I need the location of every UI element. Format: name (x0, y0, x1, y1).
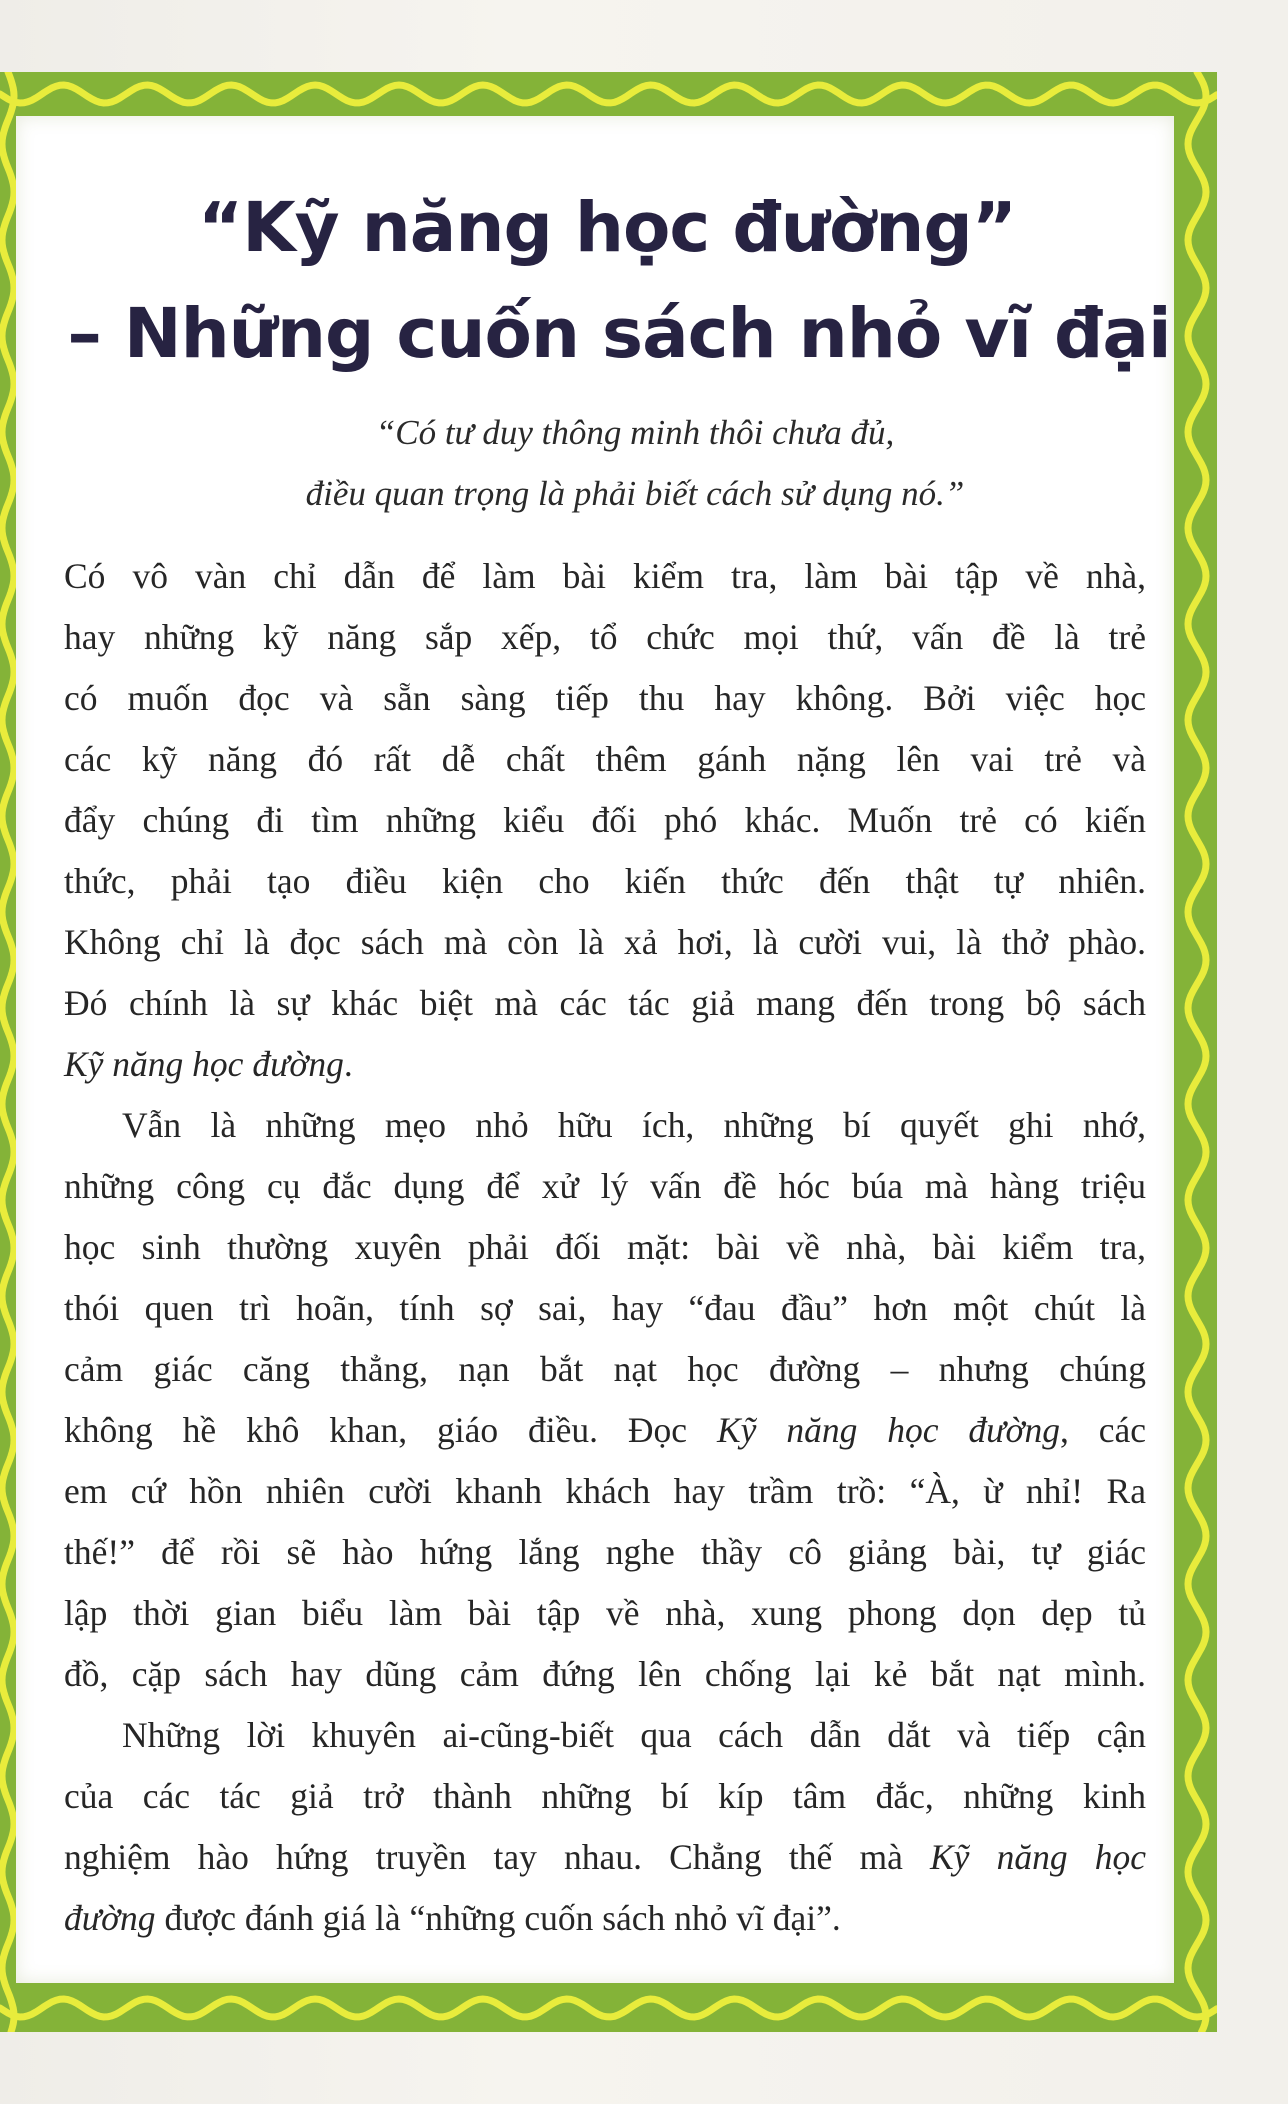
book-title-italic: Kỹ năng học (929, 1837, 1146, 1877)
paragraph-1-line-3: có muốn đọc và sẵn sàng tiếp thu hay không. Bởi việc học (64, 678, 1146, 718)
book-title-italic: Kỹ năng học đường (64, 1044, 344, 1084)
paragraph-1-line-2: hay những kỹ năng sắp xếp, tổ chức mọi thứ, vấn đề là trẻ (64, 617, 1146, 657)
paragraph-1-line-4: các kỹ năng đó rất dễ chất thêm gánh nặng lên vai trẻ và (64, 739, 1146, 779)
decorative-frame (0, 72, 1217, 2032)
paragraph-2-line-3: học sinh thường xuyên phải đối mặt: bài về nhà, bài kiểm tra, (64, 1227, 1146, 1267)
text-panel (16, 116, 1174, 1983)
paragraph-1-line-1: Có vô vàn chỉ dẫn để làm bài kiểm tra, làm bài tập về nhà, (64, 556, 1146, 596)
paragraph-2-line-10: đồ, cặp sách hay dũng cảm đứng lên chống lại kẻ bắt nạt mình. (64, 1654, 1146, 1694)
paragraph-2-line-7: em cứ hồn nhiên cười khanh khách hay trầm trồ: “À, ừ nhỉ! Ra (64, 1471, 1146, 1511)
paragraph-2-line-9: lập thời gian biểu làm bài tập về nhà, xung phong dọn dẹp tủ (64, 1593, 1146, 1633)
paragraph-2-line-6 (64, 1400, 1146, 1461)
paragraph-1-line-6: thức, phải tạo điều kiện cho kiến thức đến thật tự nhiên. (64, 861, 1146, 901)
wave-stroke-0 (0, 85, 1217, 103)
paragraph-2-line-8: thế!” để rồi sẽ hào hứng lắng nghe thầy cô giảng bài, tự giác (64, 1532, 1146, 1572)
paragraph-1-line-5: đẩy chúng đi tìm những kiểu đối phó khác. Muốn trẻ có kiến (64, 800, 1146, 840)
wave-stroke-1 (0, 1999, 1217, 2017)
paragraph-2-line-5: cảm giác căng thẳng, nạn bắt nạt học đường – nhưng chúng (64, 1349, 1146, 1389)
paragraph-2-line-6-before: không hề khô khan, giáo điều. Đọc (64, 1410, 717, 1450)
paragraph-3-line-2: của các tác giả trở thành những bí kíp tâm đắc, những kinh (64, 1776, 1146, 1816)
paragraph-2-line-1: Vẫn là những mẹo nhỏ hữu ích, những bí quyết ghi nhớ, (122, 1105, 1146, 1145)
paragraph-3-line-4 (64, 1888, 1146, 1949)
wave-stroke-2 (2, 72, 14, 2032)
paragraph-3-line-3-before: nghiệm hào hứng truyền tay nhau. Chẳng thế mà (64, 1837, 930, 1877)
epigraph-line-2: điều quan trọng là phải biết cách sử dụng nó.” (305, 474, 965, 513)
epigraph-line-1: “Có tư duy thông minh thôi chưa đủ, (375, 413, 895, 452)
paragraph-3-line-3 (64, 1827, 1146, 1888)
paragraph-1-line-7: Không chỉ là đọc sách mà còn là xả hơi, là cười vui, là thở phào. (64, 922, 1146, 962)
paragraph-2-line-6-after: , các (1059, 1410, 1147, 1450)
paragraph-1-line-9 (64, 1034, 1146, 1095)
body-text (64, 546, 1146, 1949)
title-line-2: – Những cuốn sách nhỏ vĩ đại (67, 294, 1171, 374)
paragraph-2-line-4: thói quen trì hoãn, tính sợ sai, hay “đau đầu” hơn một chút là (64, 1288, 1146, 1328)
paragraph-3-line-1: Những lời khuyên ai-cũng-biết qua cách dẫn dắt và tiếp cận (122, 1715, 1146, 1755)
paragraph-3-line-4-after: được đánh giá là “những cuốn sách nhỏ vĩ đại”. (155, 1898, 841, 1938)
paragraph-2-line-2: những công cụ đắc dụng để xử lý vấn đề hóc búa mà hàng triệu (64, 1166, 1146, 1206)
book-title-italic: đường (64, 1898, 156, 1938)
title-line-1: “Kỹ năng học đường” (197, 188, 1017, 268)
paragraph-1-tail: . (343, 1044, 353, 1084)
paragraph-1-line-8: Đó chính là sự khác biệt mà các tác giả mang đến trong bộ sách (64, 983, 1146, 1023)
book-title-italic: Kỹ năng học đường (716, 1410, 1060, 1450)
